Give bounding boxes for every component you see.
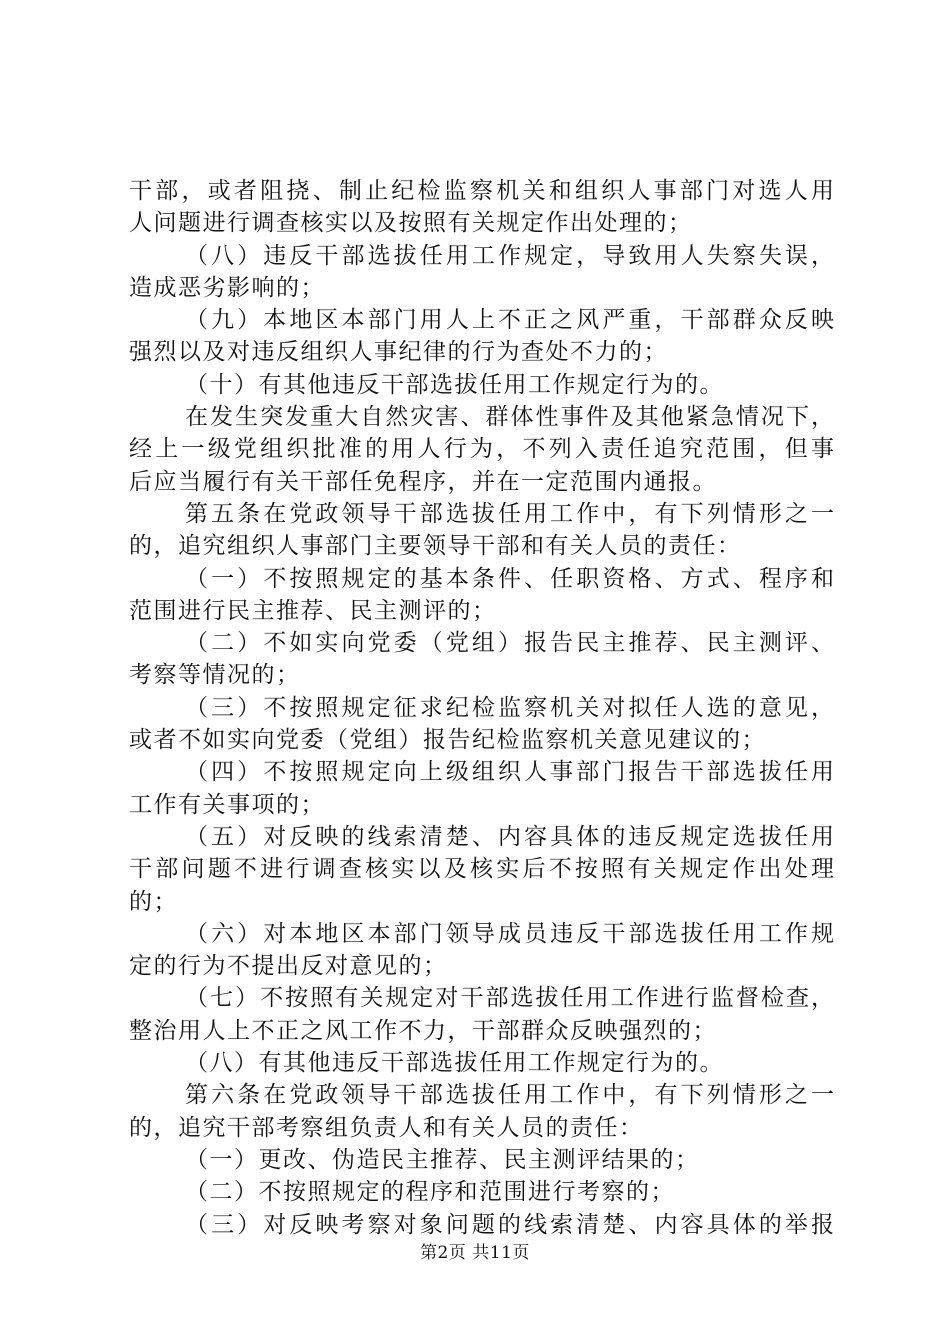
text-line: （二）不按照规定的程序和范围进行考察的； bbox=[185, 1179, 675, 1206]
text-line: 或者不如实向党委（党组）报告纪检监察机关意见建议的； bbox=[129, 727, 766, 754]
text-line: 范围进行民主推荐、民主测评的； bbox=[129, 597, 497, 624]
text-line: 的，追究干部考察组负责人和有关人员的责任： bbox=[129, 1114, 644, 1141]
text-line: （十）有其他违反干部选拔任用工作规定行为的。 bbox=[185, 371, 724, 398]
text-line: 的； bbox=[129, 888, 178, 915]
text-line: 的，追究组织人事部门主要领导干部和有关人员的责任： bbox=[129, 533, 742, 560]
text-line: 造成恶劣影响的； bbox=[129, 274, 325, 301]
text-line: 后应当履行有关干部任免程序，并在一定范围内通报。 bbox=[129, 468, 717, 495]
text-line: （五）对反映的线索清楚、内容具体的违反规定选拔任用 bbox=[185, 823, 834, 850]
text-line: （四）不按照规定向上级组织人事部门报告干部选拔任用 bbox=[185, 759, 834, 786]
text-line: 第五条在党政领导干部选拔任用工作中，有下列情形之一 bbox=[185, 500, 834, 527]
page-number-footer: 第2页 共11页 bbox=[420, 1243, 530, 1263]
text-line: 整治用人上不正之风工作不力，干部群众反映强烈的； bbox=[129, 1017, 717, 1044]
text-line: 定的行为不提出反对意见的； bbox=[129, 953, 448, 980]
text-line: （三）不按照规定征求纪检监察机关对拟任人选的意见， bbox=[185, 694, 834, 721]
text-line: 强烈以及对违反组织人事纪律的行为查处不力的； bbox=[129, 339, 668, 366]
text-line: 第六条在党政领导干部选拔任用工作中，有下列情形之一 bbox=[185, 1082, 834, 1109]
text-line: 在发生突发重大自然灾害、群体性事件及其他紧急情况下， bbox=[185, 404, 834, 431]
text-line: （八）违反干部选拔任用工作规定，导致用人失察失误， bbox=[185, 242, 834, 269]
text-line: 工作有关事项的； bbox=[129, 791, 325, 818]
text-line: 干部，或者阻挠、制止纪检监察机关和组织人事部门对选人用 bbox=[129, 178, 834, 204]
text-line: （九）本地区本部门用人上不正之风严重，干部群众反映 bbox=[185, 307, 834, 334]
text-line: （八）有其他违反干部选拔任用工作规定行为的。 bbox=[185, 1050, 724, 1077]
text-line: （一）不按照规定的基本条件、任职资格、方式、程序和 bbox=[185, 565, 834, 592]
text-line: （六）对本地区本部门领导成员违反干部选拔任用工作规 bbox=[185, 920, 834, 947]
text-line: 干部问题不进行调查核实以及核实后不按照有关规定作出处理 bbox=[129, 856, 834, 883]
text-line: 人问题进行调查核实以及按照有关规定作出处理的； bbox=[129, 210, 693, 237]
text-line: （二）不如实向党委（党组）报告民主推荐、民主测评、 bbox=[185, 630, 834, 657]
text-line: （三）对反映考察对象问题的线索清楚、内容具体的举报 bbox=[185, 1211, 834, 1238]
text-line: 经上一级党组织批准的用人行为，不列入责任追究范围，但事 bbox=[129, 436, 834, 463]
body-text bbox=[129, 175, 834, 1241]
text-line: 考察等情况的； bbox=[129, 662, 301, 689]
text-line: （七）不按照有关规定对干部选拔任用工作进行监督检查， bbox=[185, 985, 834, 1012]
text-line: （一）更改、伪造民主推荐、民主测评结果的； bbox=[185, 1146, 700, 1173]
